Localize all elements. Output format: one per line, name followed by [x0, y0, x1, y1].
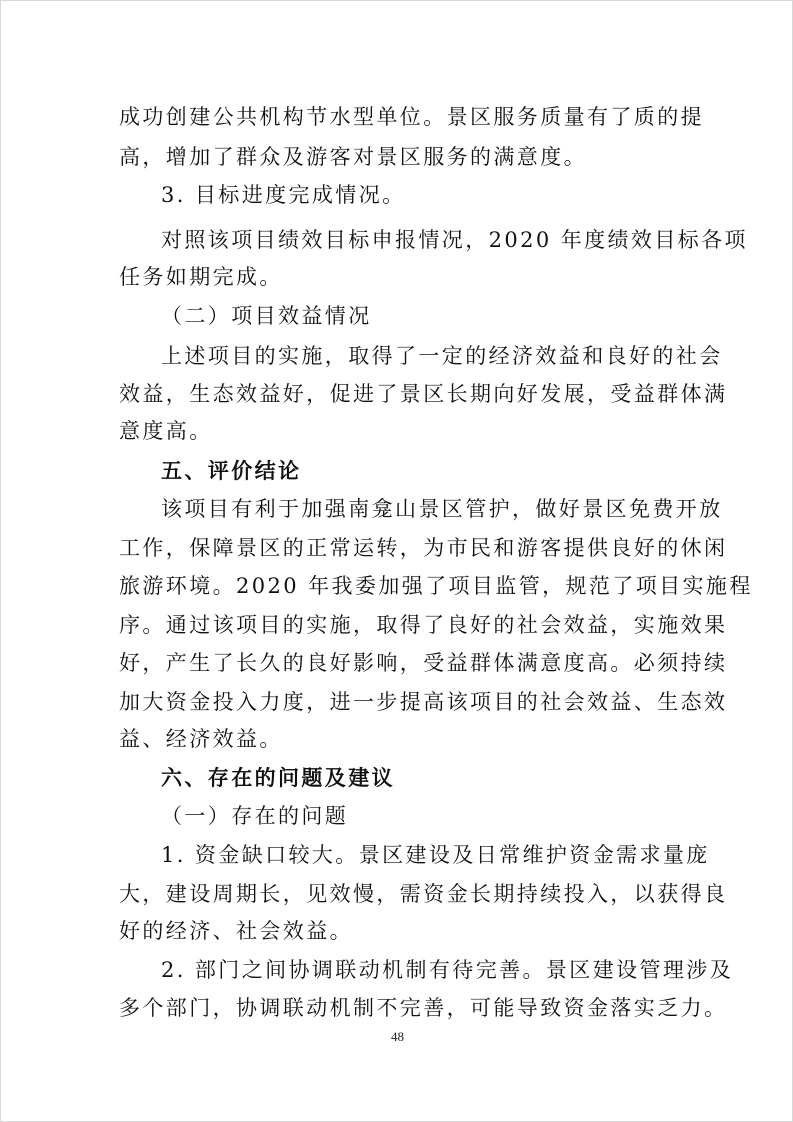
- section-subheading: （一）存在的问题: [161, 804, 349, 828]
- paragraph-line: 益、经济效益。: [119, 727, 283, 751]
- paragraph-line: 上述项目的实施，取得了一定的经济效益和良好的社会: [161, 344, 723, 368]
- section-subheading: 3. 目标进度完成情况。: [161, 183, 406, 207]
- section-heading: 六、存在的问题及建议: [161, 766, 395, 790]
- paragraph-line: 1. 资金缺口较大。景区建设及日常维护资金需求量庞: [161, 843, 710, 867]
- paragraph-line: 效益，生态效益好，促进了景区长期向好发展，受益群体满: [119, 382, 728, 406]
- paragraph-line: 大，建设周期长，见效慢，需资金长期持续投入，以获得良: [119, 882, 728, 906]
- paragraph-line: 多个部门，协调联动机制不完善，可能导致资金落实乏力。: [119, 996, 728, 1020]
- paragraph-line: 2. 部门之间协调联动机制有待完善。景区建设管理涉及: [161, 958, 734, 982]
- paragraph-line: 旅游环境。2020 年我委加强了项目监管，规范了项目实施程: [119, 574, 753, 598]
- page-number: 48: [391, 1029, 404, 1044]
- paragraph-line: 意度高。: [119, 419, 213, 443]
- paragraph-line: 高，增加了群众及游客对景区服务的满意度。: [119, 145, 587, 169]
- paragraph-line: 好的经济、社会效益。: [119, 919, 353, 943]
- paragraph-line: 工作，保障景区的正常运转，为市民和游客提供良好的休闲: [119, 536, 728, 560]
- paragraph-line: 成功创建公共机构节水型单位。景区服务质量有了质的提: [119, 105, 704, 129]
- paragraph-line: 任务如期完成。: [119, 265, 283, 289]
- section-heading: 五、评价结论: [161, 459, 302, 483]
- paragraph-line: 序。通过该项目的实施，取得了良好的社会效益，实施效果: [119, 613, 728, 637]
- paragraph-line: 该项目有利于加强南龛山景区管护，做好景区免费开放: [161, 497, 723, 521]
- section-subheading: （二）项目效益情况: [161, 304, 372, 328]
- paragraph-line: 好，产生了长久的良好影响，受益群体满意度高。必须持续: [119, 651, 728, 675]
- paragraph-line: 加大资金投入力度，进一步提高该项目的社会效益、生态效: [119, 690, 728, 714]
- paragraph-line: 对照该项目绩效目标申报情况，2020 年度绩效目标各项: [161, 228, 748, 252]
